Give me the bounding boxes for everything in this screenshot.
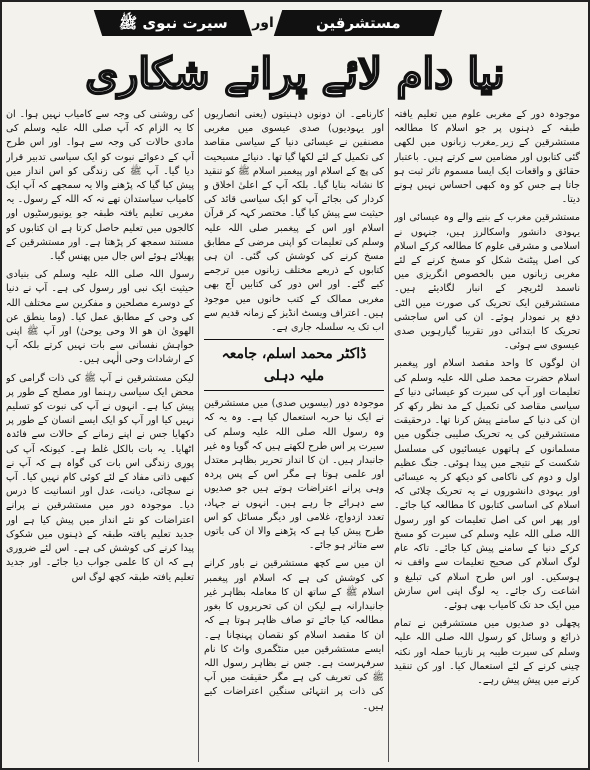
article-columns <box>6 108 580 762</box>
paragraph: لیکن مستشرقین نے آپ ﷺ کی ذات گرامی کو محض ایک سیاسی رہنما اور مصلح کے طور پر پیش کیا ہے۔ انہوں نے آپ کی نبوت کو تسلیم نہیں کیا اور آپ کو ایک ایسے انسان کے طور پر دکھایا جس نے اپنے زمانے کے حالات سے فائدہ اٹھایا۔ یہ بات بالکل غلط ہے۔ کیونکہ آپ کی پوری زندگی اس بات کی گواہ ہے کہ آپ نے کبھی ذاتی مفاد کے لئے کوئی کام نہیں کیا۔ آپ نے سچائی، دیانت، عدل اور انسانیت کا درس دیا۔ موجودہ دور میں مستشرقین نے پرانے اعتراضات کو نئے انداز میں پیش کیا ہے اور جدید تعلیم یافتہ طبقہ کے ذہنوں میں شکوک پیدا کرنے کی کوشش کی ہے۔ اس لئے ضروری ہے کہ ان کا علمی جواب دیا جائے۔ اور جدید تعلیم یافتہ طبقہ کچھ لوگ اس <box>6 372 194 583</box>
paragraph: ان لوگوں کا واحد مقصد اسلام اور پیغمبر اسلام حضرت محمد صلی اللہ علیہ وسلم کی تعلیمات اور آپ کی سیرت کو عیسائی دنیا کے سیاسی مقاصد کی تکمیل کے مد نظر رکھ کر ان کی دنیا کے سامنے پیش کرنا تھا۔ درحقیقت مستشرقین کی یہ تحریک صلیبی جنگوں میں مسلمانوں کے ہاتھوں عیسائیوں کی مسلسل شکست کے نتیجے میں پیدا ہوئی۔ جنگ عظیم اول و دوم کی ناکامی کو دیکھ کر یہ عیسائی اور یہودی دانشوروں نے یہ تحریک چلائی کہ اسلام کی اساسی کتابوں کا مطالعہ کیا جائے۔ اور پھر اس کی اصل تعلیمات کو اور رسول اللہ صلی اللہ علیہ وسلم کی سیرت کو مسخ کرکے دنیا کے سامنے پیش کیا جائے۔ تاکہ عام لوگ اسلام کی صحیح تعلیمات سے واقف نہ ہوسکیں۔ اور اس طرح اسلام کی تبلیغ و اشاعت رک جائے۔ یہ لوگ اپنی اس سازش میں ایک حد تک کامیاب بھی ہوئے۔ <box>394 358 580 611</box>
banner-orientalists-text: مستشرقین <box>315 14 401 32</box>
paragraph: پچھلی دو صدیوں میں مستشرقین نے تمام ذرائع و وسائل کو رسول اللہ صلی اللہ علیہ وسلم کی سیرت طیبہ پر نازیبا حملہ اور نکتہ چینی کرنے کے لئے استعمال کیا۔ اور کن تنقید کرنے میں پیش پیش رہے۔ <box>394 618 580 686</box>
paragraph: کی روشنی کی وجہ سے کامیاب نہیں ہوا۔ ان کا یہ الزام کہ آپ صلی اللہ علیہ وسلم کی مادی حالات کی وجہ سے ہوا۔ اور اس طرح آپ کے دعوائے نبوت کو ایک سیاسی تدبیر قرار دیا گیا۔ آپ ﷺ کی زندگی کو اس انداز میں پیش کیا گیا کہ پڑھنے والا یہ سمجھے کہ آپ ایک کامیاب سیاستدان تھے نہ کہ اللہ کے رسول۔ یہ مغربی تعلیم یافتہ طبقہ جو یونیورسٹیوں اور کالجوں میں تعلیم حاصل کرتا ہے ان کتابوں کو مستند سمجھ کر پڑھتا ہے۔ اور مستشرقین کے پھیلائے ہوئے اس جال میں پھنس گیا۔ <box>6 109 194 263</box>
column-left <box>6 108 194 762</box>
column-divider <box>388 108 389 762</box>
paragraph: رسول اللہ صلی اللہ علیہ وسلم کی بنیادی حیثیت ایک نبی اور رسول کی ہے۔ آپ نے دنیا کے دوسرے مصلحین و مفکرین سے مختلف اللہ کی وحی کے مطابق عمل کیا۔ (وما ینطق عن الھویٰ ان ھو الا وحی یوحیٰ) اور آپ ﷺ اپنی خواہش نفسانی سے بات نہیں کرتے بلکہ آپ کے ارشادات وحی الٰہی ہیں۔ <box>6 269 194 366</box>
paragraph: موجودہ دور (بیسویں صدی) میں مستشرقین نے ایک نیا حربہ استعمال کیا ہے۔ وہ یہ کہ وہ رسول اللہ صلی اللہ علیہ وسلم کی سیرت پر اس طرح لکھتے ہیں کہ گویا وہ غیر جانبدار ہیں۔ ان کا انداز تحریر بظاہر معتدل اور علمی ہوتا ہے مگر اس کے پس پردہ وہی پرانے اعتراضات ہوتے ہیں جو صدیوں سے دہرائے جا رہے ہیں۔ انہوں نے جہاد، تعدد ازدواج، غلامی اور دیگر مسائل کو اس طرح پیش کیا ہے کہ پڑھنے والا ان کی باتوں سے متاثر ہو جائے۔ <box>204 398 384 552</box>
article-header <box>2 2 588 106</box>
author-byline: ڈاکٹر محمد اسلم، جامعہ ملیہ دہلی <box>204 339 384 391</box>
banner-seerat-text: سیرت نبوی ﷺ <box>118 14 228 32</box>
paragraph: کارنامے۔ ان دونوں ذہنیتوں (یعنی انصاریوں اور یہودیوں) صدی عیسوی میں مغربی مصنفین نے عیسائی دنیا کے سیاسی مقاصد کی تکمیل کے لئے لکھا گیا تھا۔ دنیائے مسیحیت کی پچ کے اسلام اور پیغمبر اسلام ﷺ کو تنقید کا نشانہ بنایا گیا۔ بلکہ آپ کے اعلیٰ اخلاق و کردار کی بجائے آپ کو ایک سیاسی قائد کی حیثیت سے پیش کیا گیا۔ مختصر کہہ کر قرآن اسلام اور اس کے پیغمبر صلی اللہ علیہ وسلم کی تعلیمات کو اپنی مرضی کے مطابق مسخ کرنے کی کوشش کی گئی۔ ان ہی کتابوں کے ذریعے مختلف زبانوں میں ترجمے کیے گئے۔ اور اس دور کی کتابیں آج بھی مغربی ممالک کے کتب خانوں میں موجود ہیں۔ اعتراف ویسٹ انڈیز کے زمانہ قدیم سے اب تک یہ سلسلہ جاری ہے۔ <box>204 109 384 334</box>
paragraph: مستشرقین مغرب کے بنیے والے وہ عیسائی اور یہودی دانشور واسکالرز ہیں، جنہوں نے اسلامی و مشرقی علوم کا مطالعہ کرکے اسلام کی اصل پیٹنٹ شکل کو مسخ کرنے کے لئے مغربی زبانوں میں بالخصوص انگریزی میں ناسمد لٹریچر کے انبار لگادیئے ہیں۔ مستشرقین ایک تحریک کی صورت میں الٹی دفع پر نمودار ہوئے۔ ان کی اس ساجشی تحریک کا ابتدائی دور تقریبا گیارہویں صدی عیسوی سے ہوئی۔ <box>394 212 580 352</box>
column-middle <box>204 108 384 762</box>
column-right <box>394 108 580 762</box>
column-divider <box>198 108 199 762</box>
banner-connector: اور <box>252 15 274 31</box>
banner-seerat <box>94 10 252 36</box>
main-headline: نیا دام لائے پرانے شکاری <box>85 49 505 98</box>
paragraph: ان میں سے کچھ مستشرقین نے باور کرانے کی کوشش کی ہے کہ اسلام اور پیغمبر اسلام ﷺ کے ساتھ ان کا معاملہ بظاہر غیر جانبدارانہ ہے لیکن ان کی تحریروں کا بغور مطالعہ کیا جائے تو صاف ظاہر ہوتا ہے کہ ان کا مقصد اسلام کو نقصان پہنچانا ہے۔ ایسے مستشرقین میں منٹگمری واٹ کا نام سرفہرست ہے۔ جس نے بظاہر رسول اللہ ﷺ کی تعریف کی ہے مگر حقیقت میں آپ کی ذات پر انتہائی سنگین اعتراضات کیے ہیں۔ <box>204 558 384 712</box>
banner-orientalists <box>274 10 442 36</box>
paragraph: موجودہ دور کے مغربی علوم میں تعلیم یافتہ طبقہ کے ذہنوں پر جو اسلام کا مطالعہ مستشرقین کے زیر ِمغرب زبانوں میں لکھی گئی کتابوں اور مضامین سے کرتے ہیں۔ باعتبار حقائق و واقعات ایک ایسا مسموم تاثر ثبت ہو جاتا ہے جس کو وہ کبھی احساس نہیں ہونے دیتا۔ <box>394 109 580 206</box>
